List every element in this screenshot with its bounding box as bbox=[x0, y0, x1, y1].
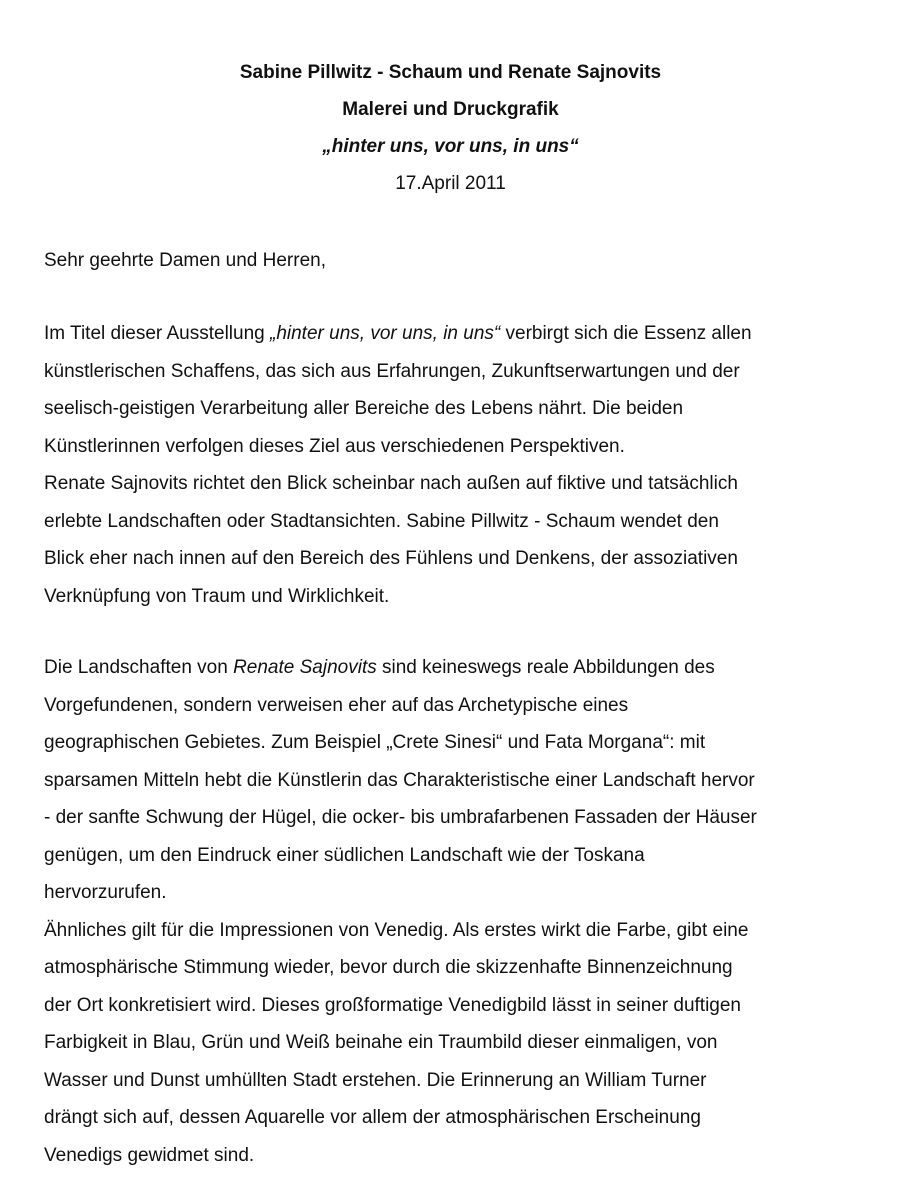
paragraph-2-line: sparsamen Mitteln hebt die Künstlerin das Charakteristische einer Landschaft hervor bbox=[44, 769, 755, 791]
paragraph-2-line: drängt sich auf, dessen Aquarelle vor allem der atmosphärischen Erscheinung bbox=[44, 1107, 701, 1128]
paragraph-1-line: künstlerischen Schaffens, das sich aus Erfahrungen, Zukunftserwartungen und der bbox=[44, 360, 740, 382]
paragraph-2-line: hervorzurufen. bbox=[44, 882, 167, 903]
paragraph-1-line bbox=[44, 315, 864, 353]
paragraph-1-line: erlebte Landschaften oder Stadtansichten. Sabine Pillwitz - Schaum wendet den bbox=[44, 510, 719, 532]
paragraph-2-line: Vorgefundenen, sondern verweisen eher auf das Archetypische eines bbox=[44, 694, 629, 716]
paragraph-2-line: geographischen Gebietes. Zum Beispiel „Crete Sinesi“ und Fata Morgana“: mit bbox=[44, 732, 706, 753]
paragraph-2-line: atmosphärische Stimmung wieder, bevor durch die skizzenhafte Binnenzeichnung bbox=[44, 957, 733, 978]
text-run: verbirgt sich die Essenz allen bbox=[500, 323, 752, 344]
paragraph-2-line: - der sanfte Schwung der Hügel, die ocker- bis umbrafarbenen Fassaden der Häuser bbox=[44, 807, 757, 828]
paragraph-1-line: Künstlerinnen verfolgen dieses Ziel aus verschiedenen Perspektiven. bbox=[44, 435, 625, 457]
salutation bbox=[44, 242, 864, 280]
exhibition-title: „hinter uns, vor uns, in uns“ bbox=[322, 136, 579, 157]
paragraph-2-line bbox=[44, 649, 864, 687]
paragraph-1-line: Renate Sajnovits richtet den Blick scheinbar nach außen auf fiktive und tatsächlich bbox=[44, 473, 738, 494]
date-line: 17.April 2011 bbox=[395, 173, 506, 194]
paragraph-2-line: der Ort konkretisiert wird. Dieses großformatige Venedigbild lässt in seiner duftigen bbox=[44, 994, 741, 1016]
paragraph-2-line: Wasser und Dunst umhüllten Stadt erstehen. Die Erinnerung an William Turner bbox=[44, 1069, 707, 1091]
salutation-text: Sehr geehrte Damen und Herren, bbox=[44, 250, 326, 271]
italic-name: Renate Sajnovits bbox=[233, 657, 377, 678]
paragraph-2 bbox=[44, 649, 864, 1174]
paragraph-2-line: Farbigkeit in Blau, Grün und Weiß beinahe ein Traumbild dieser einmaligen, von bbox=[44, 1032, 718, 1053]
paragraph-2-line: Ähnliches gilt für die Impressionen von Venedig. Als erstes wirkt die Farbe, gibt eine bbox=[44, 919, 749, 941]
subtitle-heading: Malerei und Druckgrafik bbox=[342, 99, 559, 120]
italic-title: „hinter uns, vor uns, in uns“ bbox=[270, 323, 501, 344]
text-run: Die Landschaften von bbox=[44, 657, 234, 678]
artists-heading: Sabine Pillwitz - Schaum und Renate Sajnovits bbox=[239, 62, 662, 83]
paragraph-1 bbox=[44, 315, 864, 615]
text-run: sind keineswegs reale Abbildungen des bbox=[376, 657, 715, 678]
paragraph-2-line: Venedigs gewidmet sind. bbox=[44, 1144, 255, 1166]
text-run: Im Titel dieser Ausstellung bbox=[44, 323, 270, 344]
paragraph-1-line: Verknüpfung von Traum und Wirklichkeit. bbox=[44, 585, 390, 607]
paragraph-1-line: Blick eher nach innen auf den Bereich des Fühlens und Denkens, der assoziativen bbox=[44, 548, 738, 569]
paragraph-1-line: seelisch-geistigen Verarbeitung aller Bereiche des Lebens nährt. Die beiden bbox=[44, 398, 684, 419]
paragraph-2-line: genügen, um den Eindruck einer südlichen Landschaft wie der Toskana bbox=[44, 844, 645, 866]
